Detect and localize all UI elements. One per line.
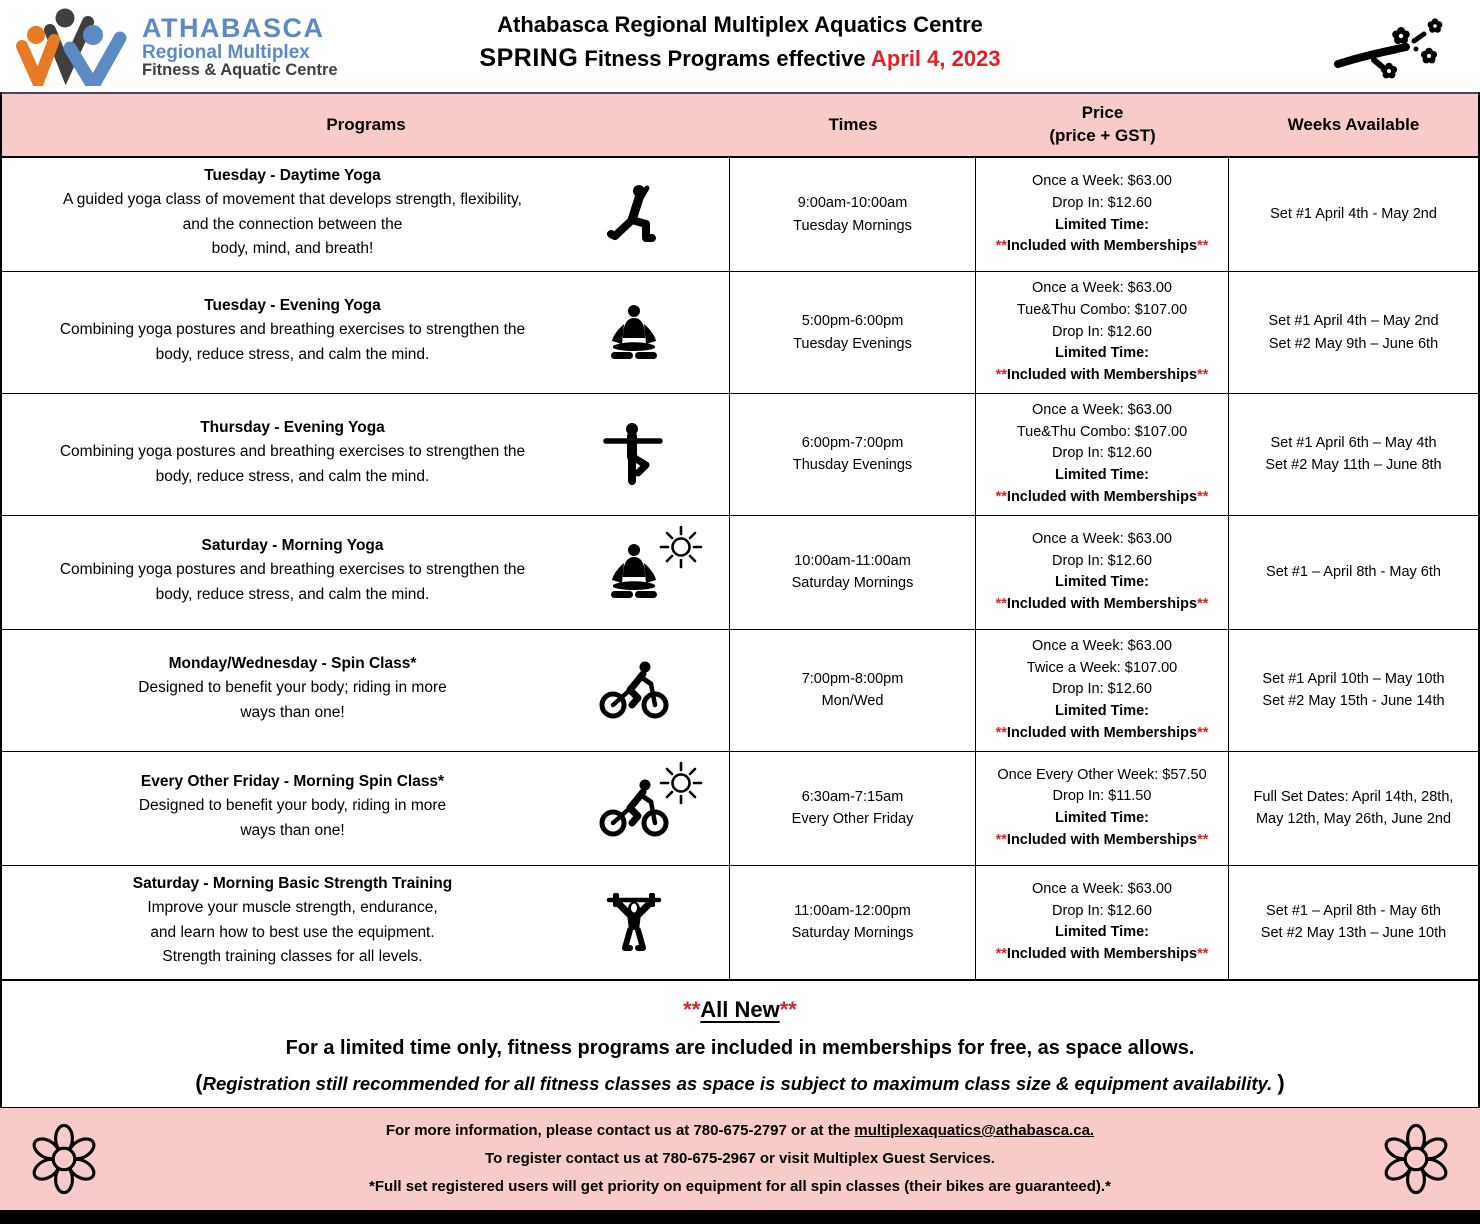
contact-footer: [0, 1107, 1480, 1210]
price-line: Drop In: $12.60: [1052, 902, 1152, 919]
times-cell: [730, 516, 976, 629]
price-cell: [976, 516, 1229, 629]
weeks-line: Set #1 April 10th – May 10th: [1262, 670, 1445, 687]
price-line: Once a Week: $63.00: [1032, 880, 1172, 897]
athabasca-logo: [14, 8, 338, 86]
included-memberships-text: Included with Memberships: [1006, 488, 1198, 505]
page-header: [0, 0, 1480, 92]
table-row: [2, 394, 1478, 516]
price-line: [996, 594, 1209, 616]
footer-info-line: [0, 1119, 1480, 1143]
weeks-line: Set #2 May 15th - June 14th: [1262, 693, 1445, 710]
times-cell: [730, 752, 976, 865]
program-title: Thursday - Evening Yoga: [200, 419, 385, 437]
price-line: Limited Time:: [1055, 703, 1149, 720]
weeks-cell: [1229, 752, 1478, 865]
all-new-text: For a limited time only, fitness programs are included in memberships for free, as space allows.: [285, 1037, 1195, 1059]
logo-subtitle: Regional Multiplex: [142, 41, 310, 63]
included-memberships-text: Included with Memberships: [1006, 238, 1198, 255]
included-memberships-text: Included with Memberships: [1006, 367, 1198, 384]
yoga-tree-pose-icon: [591, 423, 677, 485]
email-link[interactable]: multiplexaquatics@athabasca.ca.: [854, 1122, 1095, 1139]
time-line: Tuesday Evenings: [793, 335, 912, 352]
program-description-line: A guided yoga class of movement that develops strength, flexibility,: [63, 190, 522, 208]
price-line: [996, 830, 1209, 852]
program-cell: [2, 752, 730, 865]
red-stars: **: [995, 596, 1007, 613]
price-line: Limited Time:: [1055, 924, 1149, 941]
times-cell: [730, 272, 976, 393]
weeks-line: Set #1 April 4th – May 2nd: [1268, 313, 1439, 330]
time-line: Every Other Friday: [791, 811, 914, 828]
weeks-cell: [1229, 394, 1478, 515]
included-memberships-text: Included with Memberships: [1006, 596, 1198, 613]
program-title: Saturday - Morning Yoga: [201, 536, 384, 554]
times-cell: [730, 866, 976, 979]
flower-outline-icon: [28, 1123, 100, 1195]
column-header-times: Times: [828, 114, 878, 134]
weeks-line: Set #1 April 6th – May 4th: [1270, 434, 1437, 451]
program-description-line: Strength training classes for all levels.: [162, 948, 423, 966]
red-stars: **: [995, 488, 1007, 505]
price-line: [996, 723, 1209, 745]
program-cell: [2, 630, 730, 751]
program-title: Every Other Friday - Morning Spin Class*: [140, 772, 445, 790]
time-line: 11:00am-12:00pm: [794, 902, 911, 919]
table-row: [2, 866, 1478, 981]
program-cell: [2, 516, 730, 629]
program-description-line: body, mind, and breath!: [211, 240, 374, 258]
price-line: Limited Time:: [1055, 574, 1149, 591]
title-effective-date: [479, 44, 1000, 73]
table-body: [2, 158, 1478, 981]
price-cell: [976, 630, 1229, 751]
price-cell: [976, 272, 1229, 393]
price-line: Tue&Thu Combo: $107.00: [1016, 301, 1188, 318]
time-line: 6:00pm-7:00pm: [801, 434, 904, 451]
column-header-price: [976, 102, 1229, 148]
weeks-cell: [1229, 866, 1478, 979]
red-stars: **: [683, 997, 701, 1022]
program-cell: [2, 394, 730, 515]
logo-tagline: Fitness & Aquatic Centre: [142, 61, 338, 80]
table-row: [2, 630, 1478, 752]
spin-bike-icon: [591, 660, 677, 720]
open-paren: (: [195, 1070, 203, 1095]
program-description-line: Improve your muscle strength, endurance,: [147, 898, 438, 916]
program-description-line: Combining yoga postures and breathing exercises to strengthen the: [59, 443, 526, 461]
price-line: Drop In: $12.60: [1052, 194, 1152, 211]
program-description-line: Combining yoga postures and breathing exercises to strengthen the: [59, 321, 526, 339]
program-cell: [2, 866, 730, 979]
time-line: Tuesday Mornings: [793, 217, 912, 234]
program-text: [10, 419, 575, 490]
included-memberships-text: Included with Memberships: [1006, 946, 1198, 963]
price-cell: [976, 394, 1229, 515]
programs-table: [0, 92, 1480, 1107]
logo-name: ATHABASCA: [142, 13, 325, 44]
all-new-note: [2, 1070, 1478, 1096]
red-stars: **: [1197, 596, 1209, 613]
price-line: Once a Week: $63.00: [1032, 280, 1172, 297]
price-line: Limited Time:: [1055, 216, 1149, 233]
logo-text: [142, 14, 338, 80]
program-text: [10, 655, 575, 726]
table-header-row: [2, 92, 1478, 158]
red-stars: **: [1197, 238, 1209, 255]
times-cell: [730, 158, 976, 271]
program-description: [10, 896, 575, 970]
title-middle: Fitness Programs effective: [578, 46, 871, 71]
program-description: [10, 794, 575, 844]
program-description-line: body, reduce stress, and calm the mind.: [155, 467, 430, 485]
weeks-line: May 12th, May 26th, June 2nd: [1255, 811, 1452, 828]
program-text: [10, 167, 575, 262]
program-description: [10, 318, 575, 368]
times-cell: [730, 630, 976, 751]
column-header-programs: Programs: [326, 114, 406, 134]
program-description-line: Designed to benefit your body; riding in more: [138, 678, 447, 696]
weeks-line: Full Set Dates: April 14th, 28th,: [1253, 788, 1454, 805]
table-row: [2, 752, 1478, 866]
price-line: Once Every Other Week: $57.50: [997, 766, 1207, 783]
time-line: 7:00pm-8:00pm: [801, 670, 904, 687]
red-stars: **: [1197, 488, 1209, 505]
program-cell: [2, 158, 730, 271]
program-description-line: and the connection between the: [182, 215, 403, 233]
sun-icon: [659, 525, 703, 574]
red-stars: **: [1197, 831, 1209, 848]
weeks-line: Set #1 – April 8th - May 6th: [1266, 902, 1441, 919]
price-line: Drop In: $12.60: [1052, 681, 1152, 698]
price-line: [996, 944, 1209, 966]
time-line: Saturday Mornings: [791, 575, 914, 592]
red-stars: **: [1197, 724, 1209, 741]
title-spring: SPRING: [479, 44, 579, 72]
price-line: Tue&Thu Combo: $107.00: [1016, 423, 1188, 440]
cherry-blossom-branch-icon: [1334, 14, 1452, 82]
included-memberships-text: Included with Memberships: [1006, 724, 1198, 741]
weeks-cell: [1229, 158, 1478, 271]
weeks-cell: [1229, 272, 1478, 393]
title-centre-name: Athabasca Regional Multiplex Aquatics Centre: [497, 12, 983, 37]
program-description: [10, 188, 575, 262]
program-title: Monday/Wednesday - Spin Class*: [168, 654, 417, 672]
price-cell: [976, 866, 1229, 979]
price-line: Once a Week: $63.00: [1032, 173, 1172, 190]
price-line: Once a Week: $63.00: [1032, 530, 1172, 547]
all-new-heading: [2, 997, 1478, 1023]
price-line: Once a Week: $63.00: [1032, 637, 1172, 654]
yoga-lotus-icon: [591, 304, 677, 362]
price-line: Limited Time:: [1055, 345, 1149, 362]
time-line: 5:00pm-6:00pm: [801, 313, 904, 330]
price-cell: [976, 158, 1229, 271]
price-line: Drop In: $12.60: [1052, 445, 1152, 462]
program-description: [10, 558, 575, 608]
logo-people-icon: [14, 8, 132, 86]
price-line: Drop In: $11.50: [1052, 788, 1152, 805]
footer-register-line: To register contact us at 780-675-2967 or visit Multiplex Guest Services.: [485, 1150, 995, 1167]
time-line: Mon/Wed: [821, 693, 884, 710]
time-line: 9:00am-10:00am: [797, 195, 908, 212]
footer-priority-note: *Full set registered users will get priority on equipment for all spin classes (their bikes are guaranteed).*: [369, 1178, 1111, 1195]
program-cell: [2, 272, 730, 393]
title-date: April 4, 2023: [870, 46, 1001, 71]
program-text: [10, 875, 575, 970]
red-stars: **: [995, 724, 1007, 741]
weeks-line: Set #2 May 13th – June 10th: [1260, 925, 1447, 942]
red-stars: **: [779, 997, 797, 1022]
program-text: [10, 297, 575, 368]
red-stars: **: [1197, 367, 1209, 384]
red-stars: **: [995, 946, 1007, 963]
program-title: Tuesday - Daytime Yoga: [204, 166, 381, 184]
all-new-label: All New: [700, 997, 780, 1022]
red-stars: **: [995, 238, 1007, 255]
red-stars: **: [1197, 946, 1209, 963]
footer-info-text: For more information, please contact us at 780-675-2797 or at the: [385, 1122, 855, 1139]
price-line: Drop In: $12.60: [1052, 552, 1152, 569]
program-title: Tuesday - Evening Yoga: [204, 297, 381, 315]
weeks-line: Set #1 – April 8th - May 6th: [1266, 564, 1441, 581]
weeks-line: Set #2 May 9th – June 6th: [1268, 335, 1439, 352]
program-description-line: body, reduce stress, and calm the mind.: [155, 585, 430, 603]
program-description: [10, 676, 575, 726]
all-new-section: [2, 981, 1478, 1107]
weightlifter-icon: [591, 892, 677, 952]
price-line: [996, 487, 1209, 509]
column-header-price-line1: Price: [1081, 103, 1124, 123]
page-title: [479, 12, 1000, 73]
red-stars: **: [995, 367, 1007, 384]
program-description-line: and learn how to best use the equipment.: [150, 923, 435, 941]
table-row: [2, 158, 1478, 272]
price-line: Once a Week: $63.00: [1032, 401, 1172, 418]
bottom-black-bar: [0, 1210, 1480, 1224]
weeks-cell: [1229, 630, 1478, 751]
weeks-cell: [1229, 516, 1478, 629]
price-line: [996, 365, 1209, 387]
program-title: Saturday - Morning Basic Strength Training: [132, 874, 453, 892]
column-header-weeks: Weeks Available: [1287, 114, 1420, 134]
time-line: Thusday Evenings: [792, 457, 913, 474]
program-description-line: Designed to benefit your body, riding in more: [138, 796, 447, 814]
sun-icon: [659, 761, 703, 810]
price-line: [996, 236, 1209, 258]
weeks-line: Set #2 May 11th – June 8th: [1265, 457, 1442, 474]
program-description-line: Combining yoga postures and breathing exercises to strengthen the: [59, 560, 526, 578]
program-description-line: ways than one!: [240, 821, 345, 839]
table-row: [2, 516, 1478, 630]
yoga-warrior-pose-icon: [591, 184, 677, 246]
time-line: Saturday Mornings: [791, 925, 914, 942]
weeks-line: Set #1 April 4th - May 2nd: [1270, 206, 1437, 223]
price-line: Drop In: $12.60: [1052, 323, 1152, 340]
program-text: [10, 537, 575, 608]
column-header-price-line2: (price + GST): [1049, 126, 1156, 145]
price-line: Twice a Week: $107.00: [1026, 659, 1178, 676]
time-line: 10:00am-11:00am: [794, 552, 911, 569]
price-line: Limited Time:: [1055, 810, 1149, 827]
price-line: Limited Time:: [1055, 467, 1149, 484]
all-new-note-text: Registration still recommended for all fitness classes as space is subject to maximum class size & equipment availability.: [202, 1073, 1278, 1094]
flower-outline-icon: [1380, 1123, 1452, 1195]
price-cell: [976, 752, 1229, 865]
red-stars: **: [995, 831, 1007, 848]
program-description-line: body, reduce stress, and calm the mind.: [155, 346, 430, 364]
time-line: 6:30am-7:15am: [801, 788, 904, 805]
close-paren: ): [1277, 1070, 1285, 1095]
program-description-line: ways than one!: [240, 703, 345, 721]
program-text: [10, 773, 575, 844]
included-memberships-text: Included with Memberships: [1006, 831, 1198, 848]
table-row: [2, 272, 1478, 394]
times-cell: [730, 394, 976, 515]
program-description: [10, 440, 575, 490]
